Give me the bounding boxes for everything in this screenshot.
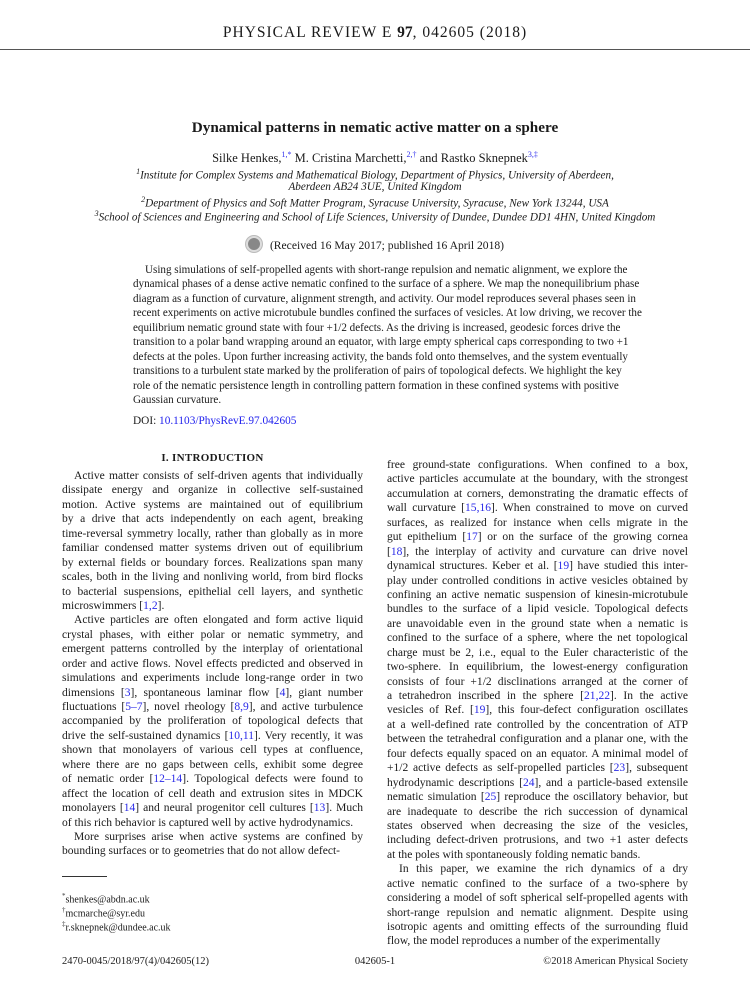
text-line: scales, both in the living and nonliving world, from bird flocks <box>62 571 363 584</box>
text-line: charge must be 2, i.e., equal to the Euler characteristic of the <box>387 646 688 659</box>
abstract-line: equilibrium nematic ground state with four +1/2 defects. As the driving is increased, geodesic forces drive the <box>133 321 621 334</box>
running-header <box>0 24 750 42</box>
text-line: dimensions [3], spontaneous laminar flow [4], giant number <box>62 686 363 699</box>
author-mark[interactable]: 1,* <box>281 150 292 159</box>
citation-link[interactable]: 12–14 <box>153 773 183 786</box>
text-line: dynamical structures. Keber et al. [19] have studied this inter- <box>387 560 688 573</box>
author-list <box>0 150 750 166</box>
text-line: crystal phases, with either polar or nematic symmetry, and <box>62 628 363 641</box>
abstract-line: dynamical phases of a dense active nematic confined to the surface of a sphere. We map the nonequilibrium phase <box>133 278 640 291</box>
right-column <box>387 458 688 949</box>
citation-link[interactable]: 4 <box>279 686 286 699</box>
citation-link[interactable]: 23 <box>613 762 626 775</box>
text-line: shown that monolayers of various cell types at confluence, <box>62 744 363 757</box>
text-line: four defects equally spaced on an equator. A minimal model of <box>387 747 688 760</box>
text-line: vesicles of Ref. [19], this four-defect configuration oscillates <box>387 704 689 717</box>
affiliation-number: 3 <box>94 209 99 218</box>
doi-link[interactable]: 10.1103/PhysRevE.97.042605 <box>159 415 297 427</box>
abstract-line: Using simulations of self-propelled agents with short-range repulsion and nematic alignment, we explore the <box>145 264 628 276</box>
affiliation-1-cont: Aberdeen AB24 3UE, United Kingdom <box>288 181 462 193</box>
text-line: accompanied by the proliferation of topological defects that <box>62 715 363 728</box>
citation-link[interactable]: 3 <box>124 686 131 699</box>
volume: 97 <box>397 24 413 41</box>
doi-label: DOI: <box>133 415 160 427</box>
footnote-email[interactable]: r.sknepnek@dundee.ac.uk <box>65 922 171 934</box>
footer-page-number: 042605-1 <box>354 956 396 967</box>
citation-link[interactable]: 5–7 <box>125 701 143 713</box>
text-line: accumulation at corners, demonstrating the dramatic effects of <box>387 487 688 500</box>
footnote-rule <box>62 876 107 877</box>
section-heading: I. INTRODUCTION <box>161 452 264 464</box>
text-line: are inadequate to describe the rich succession of dynamical <box>387 805 688 818</box>
text-line: considering a model of soft spherical self-propelled agents with <box>387 892 688 905</box>
article-number: , 042605 (2018) <box>412 24 528 41</box>
citation-link[interactable]: 14 <box>123 802 136 815</box>
footnote <box>62 892 150 905</box>
text-line: active nematic confined to the surface of a two-sphere by <box>387 877 688 890</box>
text-line: motion. Active systems are maintained out of equilibrium <box>62 498 363 511</box>
text-line: of this rich behavior is captured well by active hydrodynamics. <box>62 816 354 829</box>
citation-link[interactable]: 15,16 <box>465 502 492 515</box>
footnote-email[interactable]: shenkes@abdn.ac.uk <box>65 894 150 906</box>
text-line: order and active flows. Novel effects predicted and observed in <box>62 657 363 670</box>
text-line: including defect-driven protrusions, and two +1 aster defects <box>387 834 688 847</box>
citation-link[interactable]: 10,11 <box>228 729 254 742</box>
text-line: microswimmers [1,2]. <box>62 599 165 612</box>
text-line: between the tetrahedral configuration and a planar one, with the <box>387 733 688 746</box>
text-line: dissipate energy and organize in collective self-sustained <box>62 484 363 497</box>
text-line: at the poles with spontaneously folding nematic bands. <box>387 848 641 861</box>
author-mark[interactable]: 3,‡ <box>527 150 538 159</box>
journal-name: PHYSICAL REVIEW E <box>222 24 398 41</box>
text-line: drive the self-sustained dynamics [10,11]. Very recently, it was <box>62 729 363 742</box>
text-line: consists of four +1/2 disclinations arranged at the corner of <box>387 675 688 688</box>
abstract-line: Gaussian curvature. <box>133 393 222 406</box>
text-line: emergent patterns controlled by the interplay of orientational <box>62 643 363 656</box>
text-line: surfaces, as realized for instance when cells migrate in the <box>387 516 688 529</box>
text-line: flow, the model reproduces a number of the experimentally <box>387 935 661 948</box>
affiliation-number: 2 <box>141 195 146 204</box>
citation-link[interactable]: 19 <box>557 560 570 573</box>
footer-issn: 2470-0045/2018/97(4)/042605(12) <box>62 956 209 967</box>
affiliation-1 <box>0 167 750 182</box>
text-line: to bacterial suspensions, epithelial cell layers, and synthetic <box>62 585 363 598</box>
text-line: More surprises arise when active systems are confined by <box>74 830 363 843</box>
text-line: fluctuations [5–7], novel rheology [8,9], and active turbulence <box>62 701 364 713</box>
text-line: gut epithelium [17] or on the surface of the growing cornea <box>387 531 688 544</box>
text-line: Active matter consists of self-driven agents that individually <box>74 470 363 482</box>
affiliation-3 <box>0 209 750 224</box>
text-line: states observed when decreasing the size of the vesicles, <box>387 819 688 832</box>
text-line: isotropic agents and omitting effects of the surrounding fluid <box>387 921 688 933</box>
text-line: bounding surfaces or to geometries that do not allow defect- <box>62 845 341 858</box>
abstract-line: transitions to a turbulent state marked by the proliferation of pairs of topological defects. We highlight the key <box>133 365 622 378</box>
affiliation-number: 1 <box>136 167 141 176</box>
text-line: familiar condensed matter systems driven out of equilibrium <box>62 542 363 555</box>
paper-title: Dynamical patterns in nematic active matter on a sphere <box>191 119 559 136</box>
text-line: active particles accumulate at the boundary, with the strongest <box>387 473 688 486</box>
text-line: at a well-defined rate controlled by the concentration of ATP <box>387 718 688 731</box>
text-line: Active particles are often elongated and form active liquid <box>74 614 363 627</box>
author-mark[interactable]: 2,† <box>406 150 417 159</box>
text-line: two-sphere. In equilibrium, the lowest-energy configuration <box>387 661 688 674</box>
header-rule <box>0 49 750 50</box>
text-line: by a drive that acts independently on each agent, breaking <box>62 513 363 526</box>
abstract-line: defects at the poles. Upon further increasing activity, the bands fold onto themselves, and the system eventually <box>133 350 628 363</box>
text-line: free ground-state configurations. When confined to a box, <box>387 459 688 471</box>
received-dates <box>0 236 750 252</box>
text-line: short-range repulsion and nematic alignment. Despite using <box>387 906 688 919</box>
text-line: confined to the surface of a sphere, where the net topological <box>387 632 688 645</box>
text-line: nematic simulation [25] reproduce the oscillatory behavior, but <box>387 791 688 804</box>
text-line: where there are no gaps between cells, exhibit some degree <box>62 758 363 771</box>
abstract-line: recent experiments on active microtubule bundles confined the surfaces of vesicles. At low driving, we recover the <box>133 307 642 320</box>
footnote-mark: * <box>62 892 66 900</box>
citation-link[interactable]: 19 <box>473 704 486 717</box>
affiliation-2 <box>0 195 750 210</box>
text-line: are unavoidable even in the ground state when a nematic is <box>387 617 688 630</box>
text-line: monolayers [14] and neural progenitor cell cultures [13]. Much <box>62 802 364 815</box>
author-name: M. Cristina Marchetti, <box>291 151 407 166</box>
footnote <box>62 906 145 919</box>
doi <box>133 415 296 427</box>
citation-link[interactable]: 25 <box>484 791 497 804</box>
citation-link[interactable]: 8,9 <box>234 701 249 713</box>
citation-link[interactable]: 17 <box>466 531 478 544</box>
text-line: of nematic order [12–14]. Topological defects were found to <box>62 773 364 786</box>
abstract-line: diagram as a function of curvature, alignment strength, and activity. Our model reproduces several phases seen in <box>133 292 636 305</box>
affiliation-text: School of Sciences and Engineering and School of Life Sciences, University of Dundee, Dundee DD1 4HN, United Kingdom <box>98 211 656 224</box>
affiliation-text: Department of Physics and Soft Matter Program, Syracuse University, Syracuse, New York 13244, USA <box>145 197 609 210</box>
footnote-mark: † <box>62 906 66 914</box>
text-line: hydrodynamic descriptions [24], and a particle-based extensile <box>387 776 688 789</box>
text-line: [18], the interplay of activity and curvature can drive novel <box>387 545 688 558</box>
footer-copyright: ©2018 American Physical Society <box>543 956 688 967</box>
text-line: wall curvature [15,16]. When constrained to move on curved <box>387 502 689 515</box>
text-line: bundles to the surface of a lipid vesicle. Topological defects <box>387 603 688 616</box>
text-line: In this paper, we examine the rich dynamics of a dry <box>399 863 688 876</box>
citation-link[interactable]: 18 <box>390 545 403 558</box>
abstract <box>133 263 642 407</box>
citation-link[interactable]: 24 <box>522 776 535 789</box>
text-line: by external fields or boundary forces. Realizations span many <box>62 556 363 569</box>
received-text: (Received 16 May 2017; published 16 April 2018) <box>269 239 505 252</box>
footnote-mark: ‡ <box>62 920 66 928</box>
footnote-email[interactable]: mcmarche@syr.edu <box>65 908 145 920</box>
citation-link[interactable]: 1,2 <box>143 599 158 612</box>
text-line: +1/2 active defects as self-propelled particles [23], subsequent <box>387 762 688 775</box>
left-column <box>62 469 363 859</box>
author-name: Silke Henkes, <box>212 151 282 166</box>
footnote <box>62 920 171 933</box>
author-name: and Rastko Sknepnek <box>416 151 528 166</box>
crossmark-icon[interactable] <box>246 236 262 252</box>
text-line: play under controlled conditions in active vesicles obtained by <box>387 574 688 587</box>
text-line: a tetrahedron inscribed in the sphere [21,22]. In the active <box>387 690 688 702</box>
citation-link[interactable]: 21,22 <box>584 690 610 702</box>
abstract-line: transition to a polar band wrapping around an equator, with large empty spherical caps corresponding to two +1 <box>133 336 629 349</box>
affiliation-text: Institute for Complex Systems and Mathematical Biology, Department of Physics, University of Aberdeen, <box>140 169 614 182</box>
text-line: affect the location of cell death and extrusion sites in MDCK <box>62 787 363 800</box>
abstract-line: role of the nematic persistence length in controlling pattern formation in these confined systems with positive <box>133 379 619 392</box>
text-line: confining an active nematic suspension of kinesin-microtubule <box>387 588 688 601</box>
text-line: time-reversal symmetry locally, rather than globally as in more <box>62 527 363 540</box>
text-line: simulations and experiments include long-range order in two <box>62 672 363 685</box>
citation-link[interactable]: 13 <box>313 802 326 815</box>
